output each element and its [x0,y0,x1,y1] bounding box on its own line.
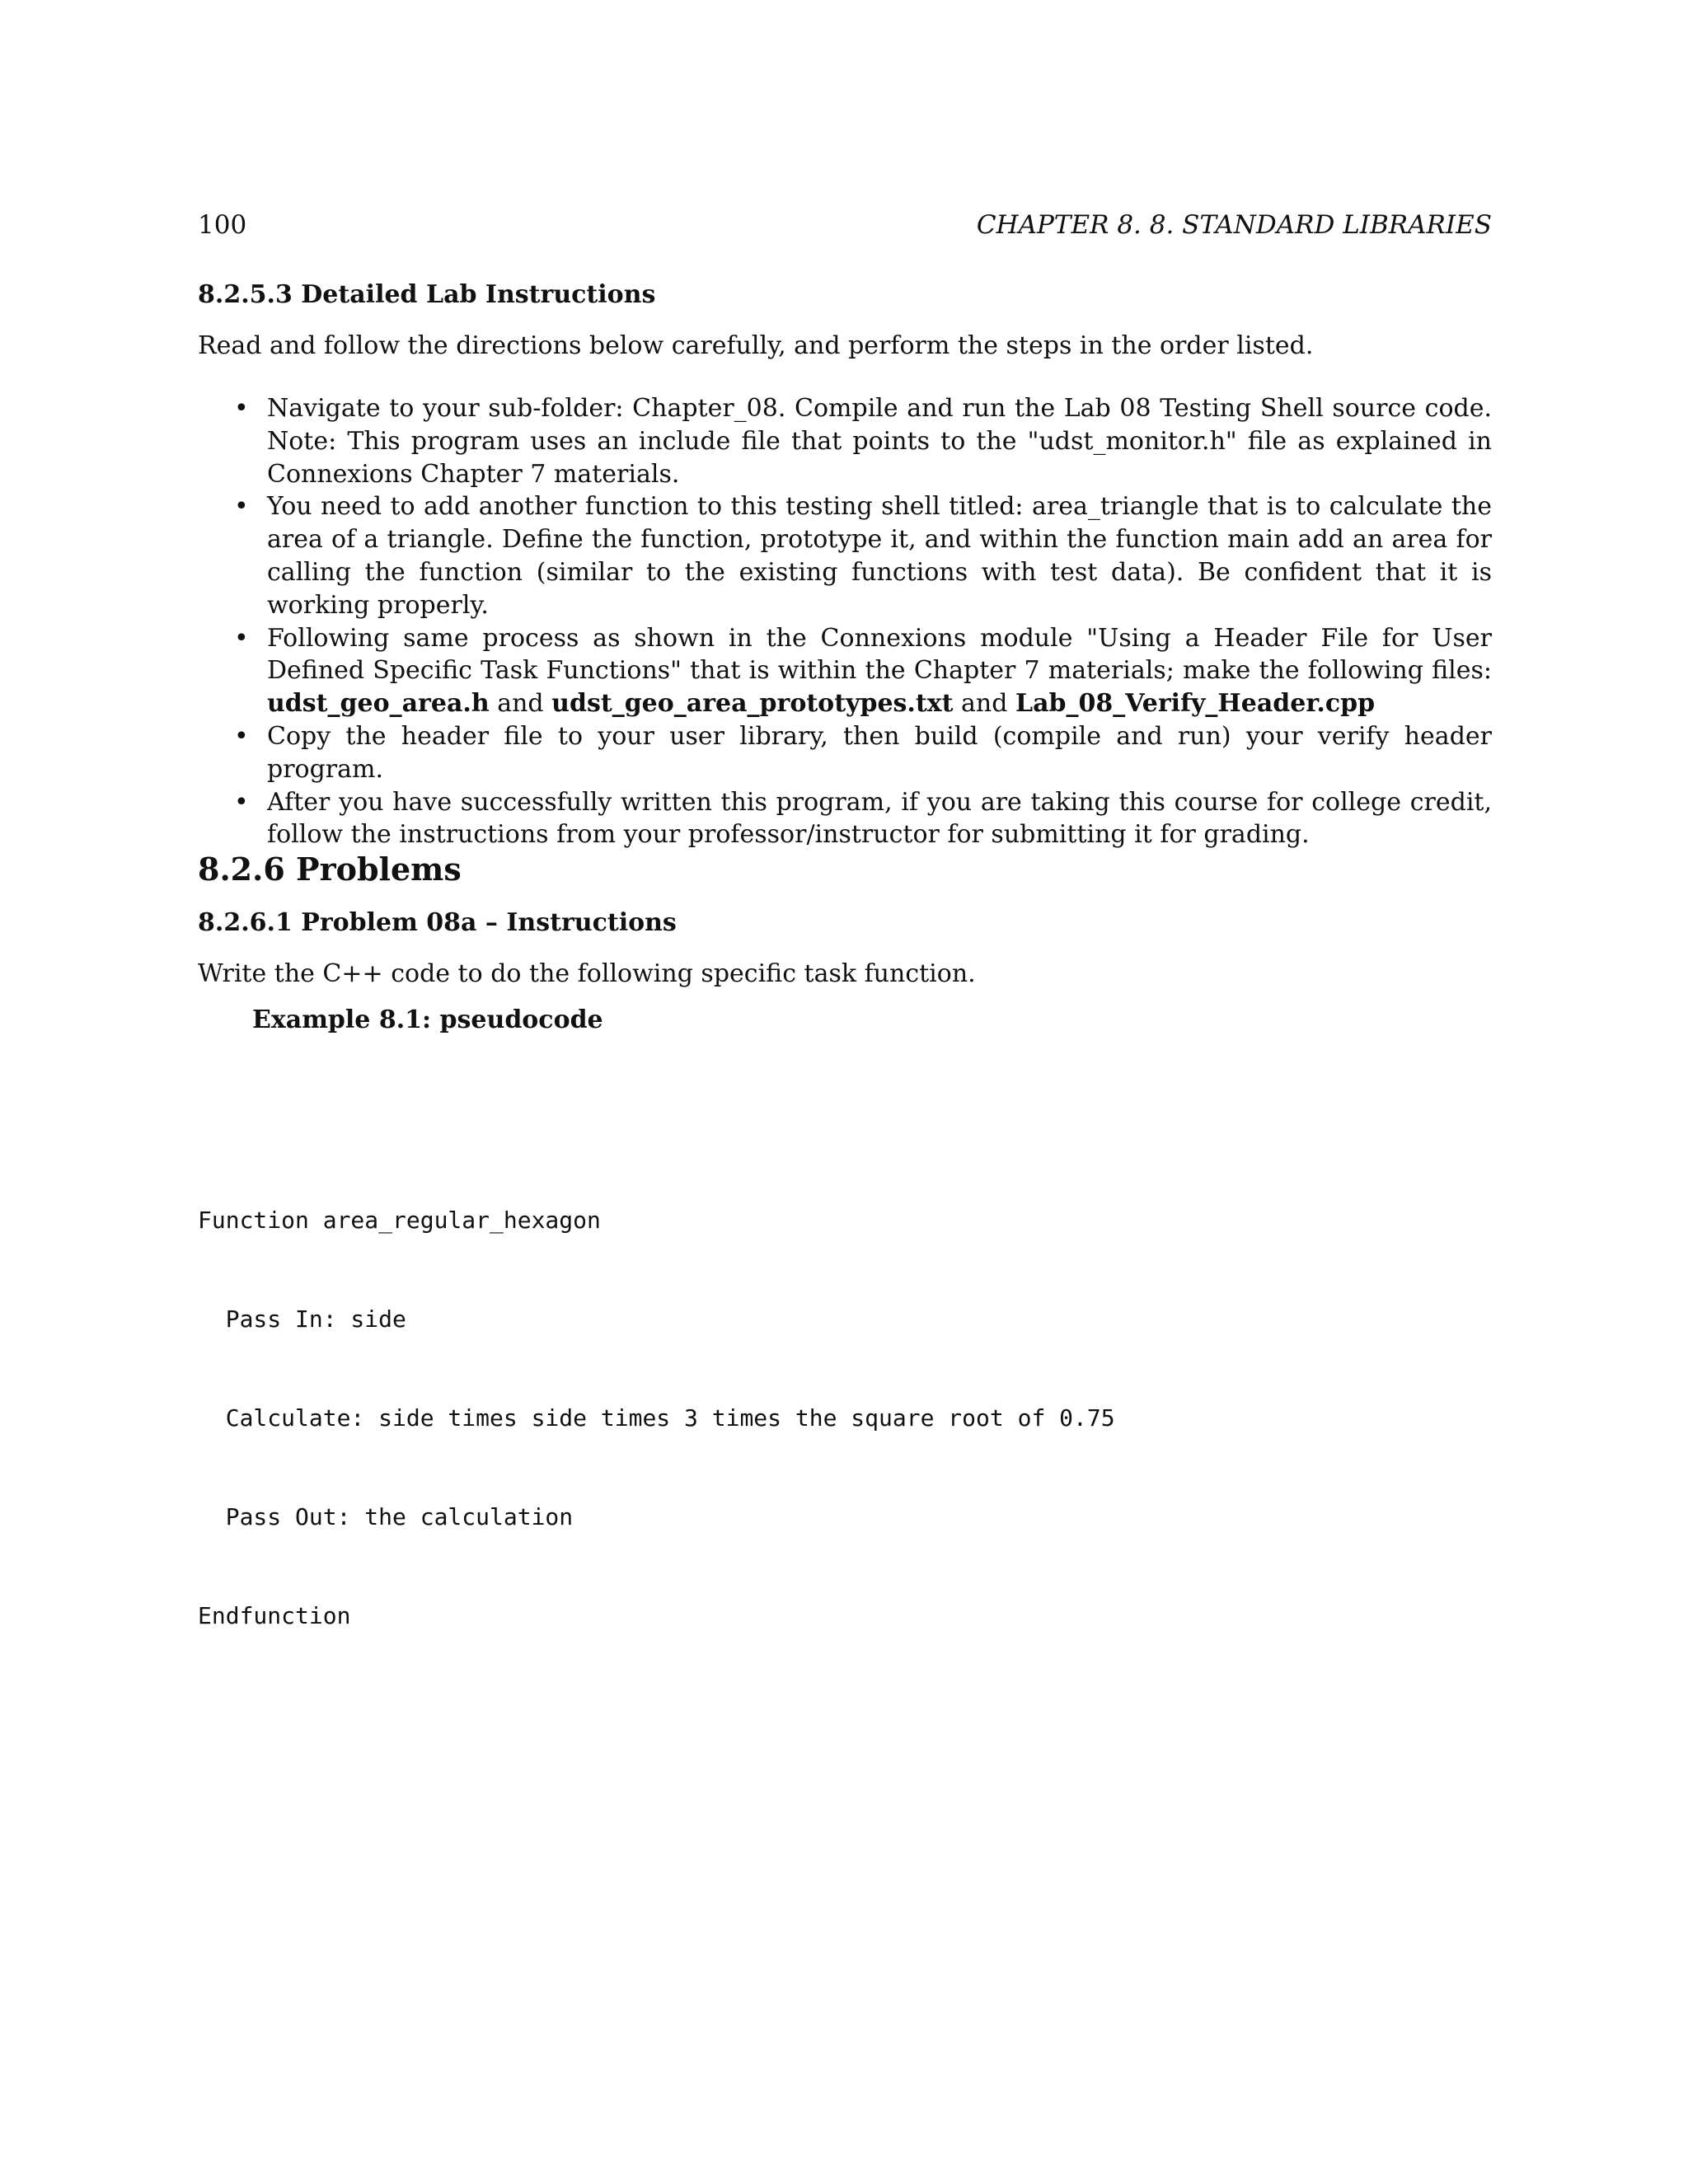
list-item-text [267,622,1492,720]
lab-instructions-heading: 8.2.5.3 Detailed Lab Instructions [198,280,656,309]
code-line: Pass In: side [198,1305,406,1333]
lab-intro-paragraph: Read and follow the directions below carefully, and perform the steps in the order listed. [198,331,1314,360]
code-line: Pass Out: the calculation [198,1503,574,1530]
problem-08a-heading: 8.2.6.1 Problem 08a – Instructions [198,908,677,937]
page-number: 100 [198,210,247,240]
list-item-text: Copy the header file to your user library, then build (compile and run) your verify header program. [267,721,1492,784]
running-header [198,204,1492,246]
bullet-icon: • [234,492,249,522]
file-name-prototypes: udst_geo_area_prototypes.txt [551,689,954,719]
code-line: Function area_regular_hexagon [198,1207,601,1234]
example-title: Example 8.1: pseudocode [252,1005,603,1034]
list-item-text: You need to add another function to this testing shell titled: area_triangle that is to calculate the area of a triangle. Define the function, prototype it, and within the function main add an area for calling the function (similar to the existing functions with test data). Be confident that it is working properly. [267,492,1492,620]
problems-heading: 8.2.6 Problems [198,851,462,888]
code-line: Endfunction [198,1602,351,1629]
list-item [198,622,1492,720]
file-name-header: udst_geo_area.h [267,689,490,719]
chapter-title: CHAPTER 8. 8. STANDARD LIBRARIES [976,210,1492,240]
list-item [198,490,1492,621]
code-line: Calculate: side times side times 3 times the square root of 0.75 [198,1404,1115,1432]
bullet-icon: • [234,787,249,817]
file-name-verify: Lab_08_Verify_Header.cpp [1015,689,1376,719]
problem-instruction: Write the C++ code to do the following specific task function. [198,959,976,988]
bullet-icon: • [234,394,249,423]
list-item-intro: Following same process as shown in the Connexions module "Using a Header File for User Defined Specific Task Functions" that is within the Chapter 7 materials; make the following files: [267,623,1492,686]
bullet-icon: • [234,721,249,751]
list-item [198,392,1492,490]
bullet-icon: • [234,623,249,653]
list-item [198,786,1492,852]
joiner-text: and [961,689,1008,719]
joiner-text: and [497,689,544,719]
lab-steps-list [198,392,1492,851]
document-page [198,0,1492,2184]
list-item-text: After you have successfully written this program, if you are taking this course for college credit, follow the instructions from your professor/instructor for submitting it for grading. [267,787,1492,850]
list-item [198,720,1492,786]
list-item-text: Navigate to your sub-folder: Chapter_08. Compile and run the Lab 08 Testing Shell source code. Note: This program uses an include file that points to the "udst_monitor.h" file as explained in Connexions Chapter 7 materials. [267,394,1492,489]
pseudocode-block [198,1138,1115,1699]
